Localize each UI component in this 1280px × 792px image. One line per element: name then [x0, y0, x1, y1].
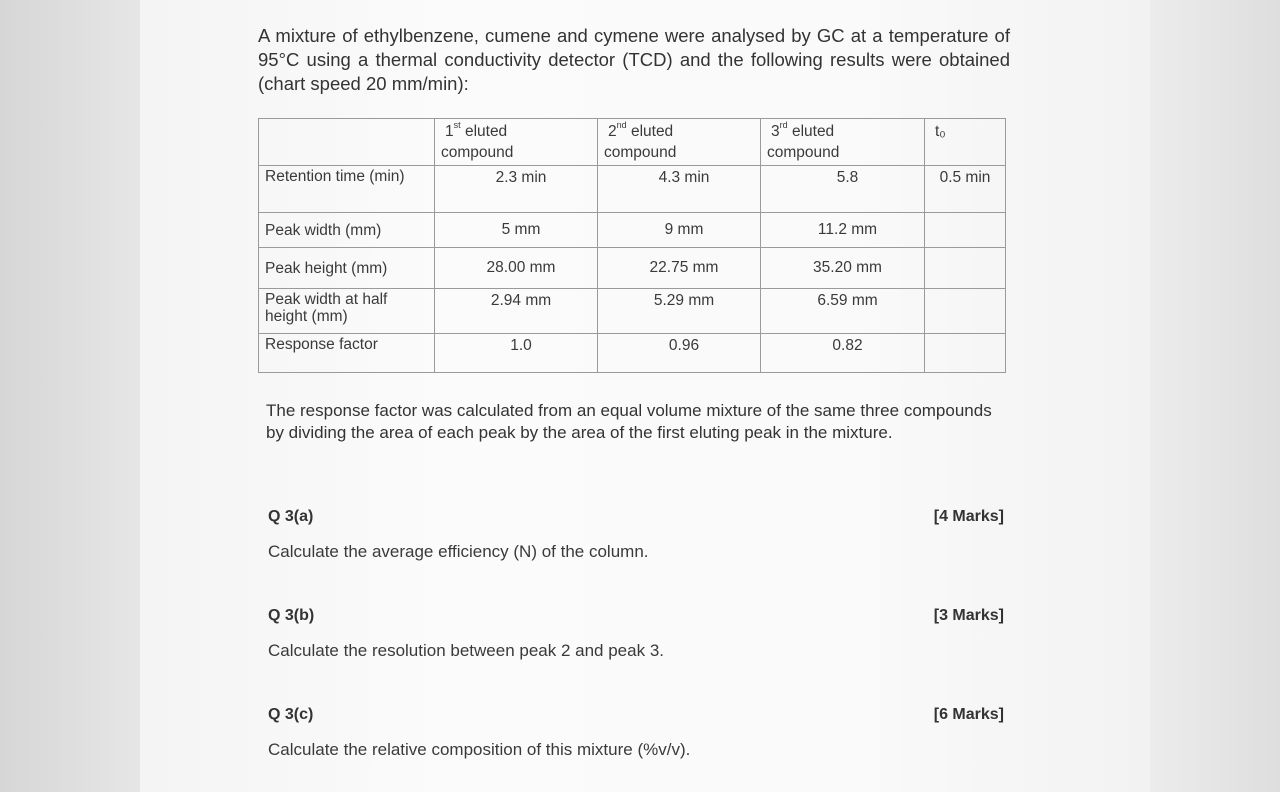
cell-value: 0.96: [668, 337, 700, 354]
response-factor-note: The response factor was calculated from an equal volume mixture of the same three compounds by dividing the area of each peak by the area of the first eluting peak in the mixture.: [266, 401, 992, 442]
row-label: Peak width (mm): [265, 221, 382, 239]
row-label: Response factor: [265, 336, 378, 353]
table-row: [259, 334, 1006, 373]
row-label: Peak height (mm): [265, 259, 388, 277]
background-left: [0, 0, 140, 792]
header-first-eluted: 1st eluted compound: [435, 119, 598, 166]
table-row: [259, 248, 1006, 289]
table-row: [259, 166, 1006, 213]
table-header-row: [259, 119, 1006, 166]
cell-value: 2.94 mm: [490, 292, 552, 309]
cell-value: 9 mm: [664, 221, 704, 238]
cell-value: 5 mm: [501, 221, 541, 238]
question-3c-marks: [6 Marks]: [933, 706, 1004, 723]
cell-value: 2.3 min: [495, 169, 547, 186]
question-3a-label: Q 3(a): [268, 508, 314, 525]
results-table: [258, 118, 1006, 373]
cell-value: 11.2 mm: [817, 221, 878, 238]
header-third-eluted: 3rd eluted compound: [761, 119, 925, 166]
cell-value: 4.3 min: [658, 169, 710, 186]
cell-value: 28.00 mm: [486, 259, 556, 276]
header-dead-time: t₀: [925, 119, 1006, 166]
row-label: Retention time (min): [265, 168, 405, 185]
question-3b-label: Q 3(b): [268, 607, 315, 624]
background-right: [1150, 0, 1280, 792]
cell-value: 0.82: [832, 337, 863, 354]
cell-value: 5.8: [836, 169, 859, 186]
header-second-eluted: 2nd eluted compound: [598, 119, 761, 166]
table-row: [259, 213, 1006, 248]
question-3c-label: Q 3(c): [268, 706, 314, 723]
header-empty-cell: [259, 119, 435, 166]
intro-paragraph: A mixture of ethylbenzene, cumene and cymene were analysed by GC at a temperature of 95°C using a thermal conductivity detector (TCD) and the following results were obtained (chart speed 20 mm/min):: [258, 25, 1010, 94]
cell-value: 6.59 mm: [817, 292, 878, 309]
question-3a-text: Calculate the average efficiency (N) of the column.: [268, 542, 649, 561]
cell-value: 35.20 mm: [813, 259, 882, 276]
row-label: Peak width at half height (mm): [265, 291, 388, 325]
cell-value: 5.29 mm: [653, 292, 715, 309]
question-3b-text: Calculate the resolution between peak 2 and peak 3.: [268, 641, 664, 660]
cell-value: 0.5 min: [939, 169, 991, 186]
table-row: [259, 289, 1006, 334]
question-3a-marks: [4 Marks]: [933, 508, 1004, 525]
question-3b-marks: [3 Marks]: [933, 607, 1004, 624]
cell-value: 1.0: [510, 337, 532, 354]
cell-value: 22.75 mm: [649, 259, 719, 276]
question-3c-text: Calculate the relative composition of this mixture (%v/v).: [268, 740, 691, 759]
